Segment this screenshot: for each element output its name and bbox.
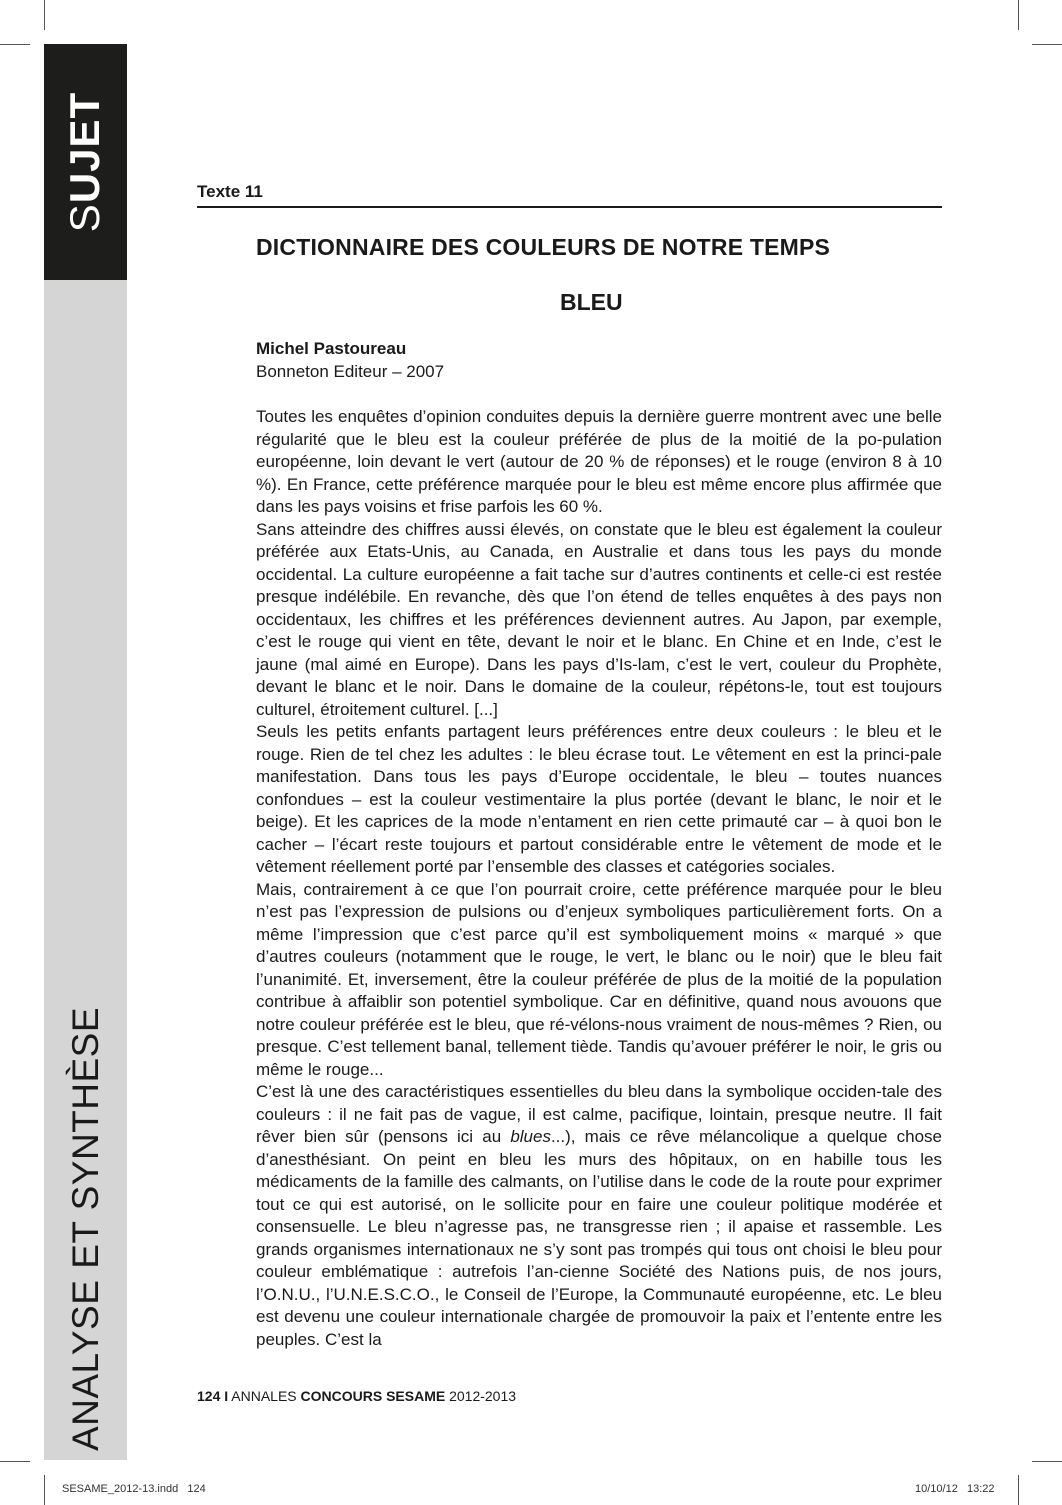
crop-mark <box>44 0 45 30</box>
crop-mark <box>44 1475 45 1505</box>
header-divider <box>197 206 942 208</box>
sidebar-tag-first: S <box>61 203 108 233</box>
print-slug-file: SESAME_2012-13.indd 124 <box>62 1483 206 1495</box>
author-name: Michel Pastoureau <box>256 339 407 358</box>
crop-mark <box>1032 44 1062 45</box>
paragraph: Toutes les enquêtes d’opinion conduites depuis la dernière guerre montrent avec une belle régularité que le bleu est la couleur préférée de plus de la moitié de la po-pulation européenne, loin devant le vert (autour de 20 % de réponses) et le rouge (environ 8 à 10 %). En France, cette préférence marquée pour le bleu est même encore plus affirmée que dans les pays voisins et frise parfois les 60 %. <box>256 407 942 516</box>
sidebar-tag <box>61 92 109 232</box>
page-number: 124 <box>197 1388 221 1404</box>
paragraph-italic: blues <box>510 1127 551 1146</box>
footer-annales: ANNALES <box>231 1388 297 1404</box>
paragraph: Sans atteindre des chiffres aussi élevés, on constate que le bleu est également la couleur préférée aux Etats-Unis, au Canada, en Australie et dans tous les pays du monde occidental. La culture européenne a fait tache sur d’autres continents et celle-ci est restée presque indélébile. En revanche, dès que l’on étend de telles enquêtes à des pays non occidentaux, les chiffres et les préférences deviennent autres. Au Japon, par exemple, c’est le rouge qui vient en tête, devant le noir et le blanc. En Chine et en Inde, c’est le jaune (mal aimé en Europe). Dans les pays d’Is-lam, c’est le vert, couleur du Prophète, devant le blanc et le noir. Dans le domaine de la couleur, répétons-le, tout est toujours culturel, étroitement culturel. [...] <box>256 519 942 719</box>
article-body <box>256 406 942 1351</box>
paragraph: Seuls les petits enfants partagent leurs préférences entre deux couleurs : le bleu et le rouge. Rien de tel chez les adultes : le bleu écrase tout. Le vêtement en est la princi-pale manifestation. Dans tous les pays d’Europe occidentale, le bleu – toutes nuances confondues – est la couleur vestimentaire la plus portée (devant le blanc, le noir et le beige). Et les caprices de la mode n’entament en rien cette primauté car – à quoi bon le cacher – l’écart reste toujours et partout considérable entre le vêtement de mode et le vêtement réellement porté par l’ensemble des classes et catégories sociales. <box>256 722 942 876</box>
footer-separator: I <box>224 1388 229 1404</box>
print-slug-date: 10/10/12 13:22 <box>915 1483 995 1495</box>
crop-mark <box>1018 1475 1019 1505</box>
paragraph-text: ...), mais ce rêve mélancolique a quelque chose d’anesthésiant. On peint en bleu les murs des hôpitaux, on en habille tous les médicaments de la famille des calmants, on l’utilise dans le code de la route pour exprimer tout ce qui est autorisé, on le sollicite pour en faire une couleur politique modérée et consensuelle. Le bleu n’agresse pas, ne transgresse rien ; il apaise et rassemble. Les grands organismes internationaux ne s’y sont pas trompés qui tous ont choisi le bleu pour couleur emblématique : autrefois l’an-cienne Société des Nations puis, de nos jours, l’O.N.U., l’U.N.E.S.C.O., le Conseil de l’Europe, la Communauté européenne, etc. Le bleu est devenu une couleur internationale chargée de promouvoir la paix et l’entente entre les peuples. C’est la <box>256 1127 942 1349</box>
crop-mark <box>0 1461 30 1462</box>
text-number: Texte 11 <box>197 182 263 201</box>
document-subtitle: BLEU <box>560 289 623 315</box>
crop-mark <box>1018 0 1019 30</box>
sidebar-tag-rest: UJET <box>61 91 108 204</box>
footer-years: 2012-2013 <box>449 1388 517 1404</box>
crop-mark <box>0 44 30 45</box>
crop-mark <box>1032 1461 1062 1462</box>
sidebar-section-label: ANALYSE ET SYNTHÈSE <box>65 1006 106 1452</box>
paragraph-text: C’est là une des caractéristiques essentielles du bleu dans la symbolique occiden-tale des couleurs : il ne fait pas de vague, il est calme, pacifique, lointain, presque neutre. Il fait rêver bien sûr (pensons ici au <box>256 1082 942 1146</box>
page-footer <box>197 1388 516 1404</box>
paragraph <box>256 1081 942 1351</box>
document-title: DICTIONNAIRE DES COULEURS DE NOTRE TEMPS <box>256 234 831 260</box>
publisher-line: Bonneton Editeur – 2007 <box>256 362 445 381</box>
paragraph: Mais, contrairement à ce que l’on pourrait croire, cette préférence marquée pour le bleu n’est pas l’expression de pulsions ou d’enjeux symboliques particulièrement forts. On a même l’impression que c’est parce qu’il est symboliquement moins « marqué » que d’autres couleurs (notamment que le rouge, le vert, le blanc ou le noir) que le bleu fait l’unanimité. Et, inversement, être la couleur préférée de plus de la moitié de la population contribue à affaiblir son potentiel symbolique. Car en définitive, quand nous avouons que notre couleur préférée est le bleu, que ré-vélons-nous vraiment de nous-mêmes ? Rien, ou presque. C’est tellement banal, tellement tiède. Tandis qu’avouer préférer le noir, le gris ou même le rouge... <box>256 879 942 1079</box>
footer-brand: CONCOURS SESAME <box>300 1388 446 1404</box>
